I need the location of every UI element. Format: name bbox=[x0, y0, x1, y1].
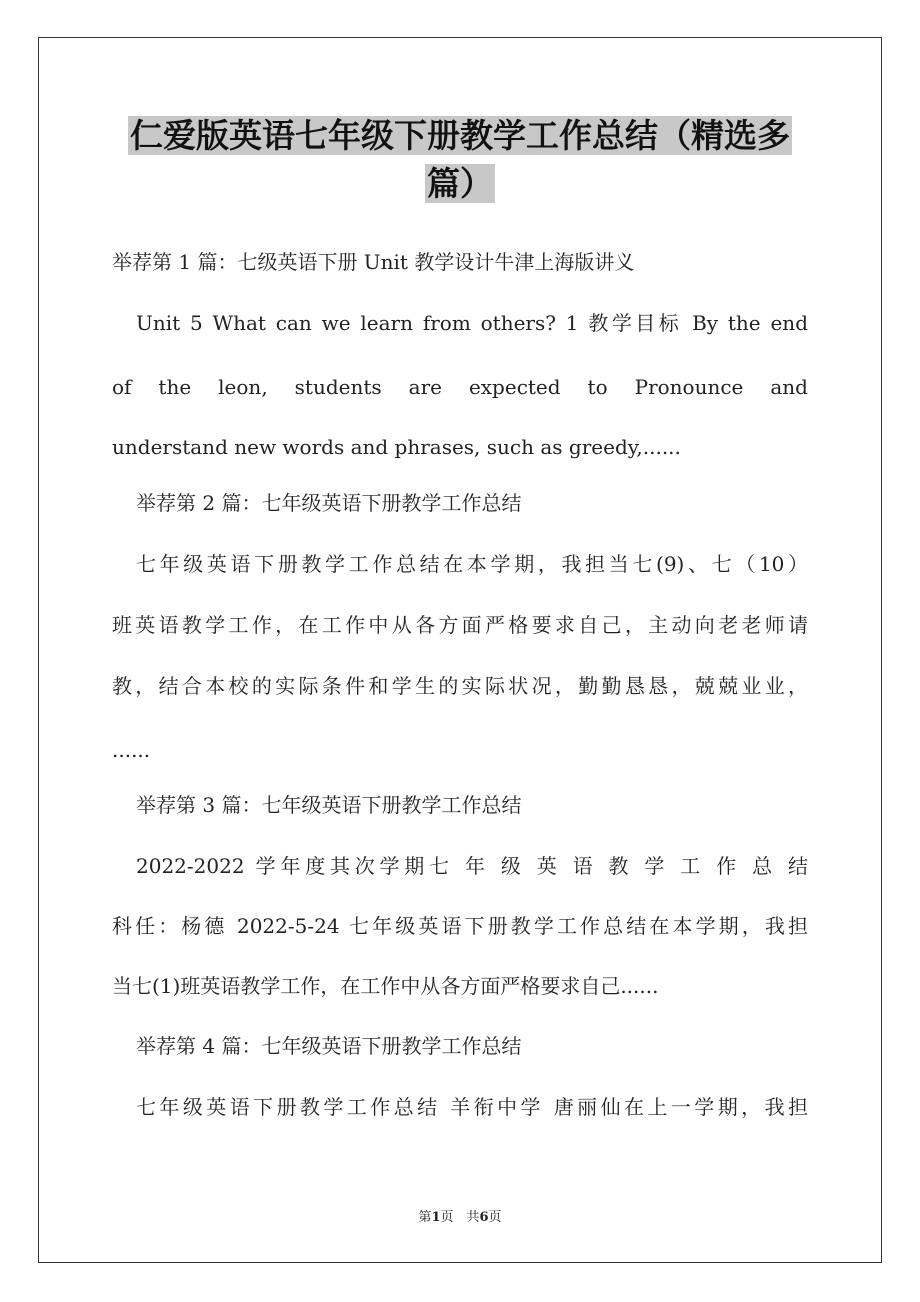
paragraph-line: of the leon, students are expected to Pronounce and bbox=[112, 375, 808, 399]
paragraph-line: ...... bbox=[112, 738, 151, 762]
paragraph-line: 班英语教学工作，在工作中从各方面严格要求自己，主动向老老师请 bbox=[112, 613, 808, 637]
paragraph-line: Unit 5 What can we learn from others? 1 教学目标 By the end bbox=[136, 311, 808, 335]
section-heading-4: 举荐第 4 篇：七年级英语下册教学工作总结 bbox=[136, 1034, 522, 1058]
footer-page-current: 1 bbox=[431, 1210, 441, 1225]
section-heading-3: 举荐第 3 篇：七年级英语下册教学工作总结 bbox=[136, 793, 522, 817]
paragraph-line: 当七(1)班英语教学工作，在工作中从各方面严格要求自己...... bbox=[112, 974, 659, 998]
footer-page-prefix: 第 bbox=[418, 1210, 432, 1225]
section-heading-2: 举荐第 2 篇：七年级英语下册教学工作总结 bbox=[136, 491, 522, 515]
page-footer bbox=[0, 1206, 920, 1225]
section-heading-1: 举荐第 1 篇：七级英语下册 Unit 教学设计牛津上海版讲义 bbox=[112, 250, 635, 274]
paragraph-line: 七年级英语下册教学工作总结 羊衔中学 唐丽仙在上一学期，我担 bbox=[136, 1095, 808, 1119]
paragraph-line: 2022-2022 学年度其次学期七 年 级 英 语 教 学 工 作 总 结 bbox=[136, 854, 808, 878]
footer-page-mid: 页 共 bbox=[440, 1210, 480, 1225]
footer-page-suffix: 页 bbox=[488, 1210, 502, 1225]
page-border bbox=[38, 37, 882, 1263]
document-title bbox=[112, 112, 808, 208]
paragraph-line: 教，结合本校的实际条件和学生的实际状况，勤勤恳恳，兢兢业业， bbox=[112, 674, 808, 698]
title-line-1: 仁爱版英语七年级下册教学工作总结（精选多 bbox=[130, 116, 790, 155]
footer-page-total: 6 bbox=[479, 1210, 489, 1225]
title-line-2: 篇） bbox=[427, 164, 493, 203]
paragraph-line: 科任：杨德 2022-5-24 七年级英语下册教学工作总结在本学期，我担 bbox=[112, 914, 808, 938]
paragraph-line: 七年级英语下册教学工作总结在本学期，我担当七(9)、七（10） bbox=[136, 552, 808, 576]
paragraph-line: understand new words and phrases, such as greedy,...... bbox=[112, 435, 681, 459]
